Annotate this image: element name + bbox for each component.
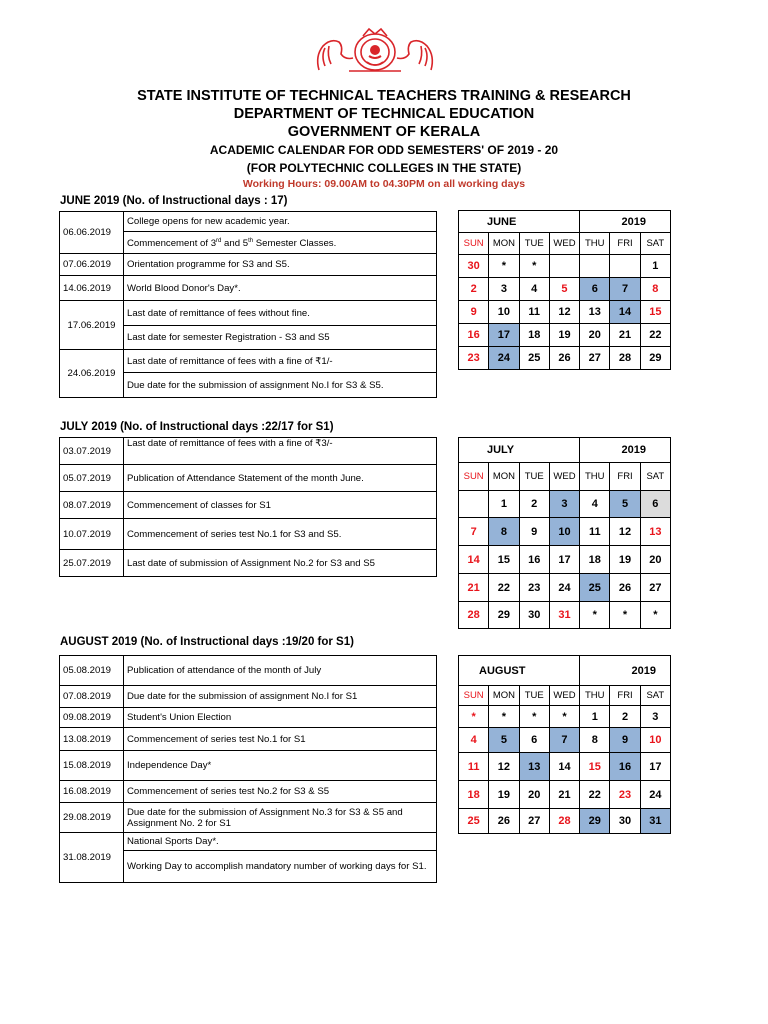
date-cell: 13: [519, 753, 549, 781]
event-date: 14.06.2019: [60, 276, 124, 301]
event-date: 13.08.2019: [60, 728, 124, 751]
weekday-row: [459, 463, 671, 491]
day-name: SAT: [640, 233, 670, 255]
date-cell: 2: [519, 491, 549, 518]
event-date: 10.07.2019: [60, 519, 124, 550]
date-cell: 20: [640, 546, 670, 574]
date-cell: 9: [610, 728, 640, 753]
august-heading: AUGUST 2019 (No. of Instructional days :19/20 for S1): [60, 636, 354, 648]
calendar-year: 2019: [580, 211, 671, 233]
date-cell: 28: [549, 809, 579, 834]
date-cell: 30: [610, 809, 640, 834]
date-cell: 27: [640, 574, 670, 602]
calendar-title: ACADEMIC CALENDAR FOR ODD SEMESTERS' OF 2019 - 20: [209, 143, 559, 157]
table-row: [60, 708, 437, 728]
table-row: [60, 465, 437, 492]
kerala-emblem: [309, 26, 441, 76]
date-cell: 5: [549, 278, 579, 301]
date-cell: 31: [640, 809, 670, 834]
table-row: [60, 686, 437, 708]
date-cell: 30: [519, 602, 549, 629]
table-row: [60, 301, 437, 326]
day-name: SAT: [640, 686, 670, 706]
date-cell: 28: [610, 347, 640, 370]
date-cell: 26: [610, 574, 640, 602]
calendar-header-row: [459, 656, 671, 686]
date-cell: 24: [640, 781, 670, 809]
event-text: Commencement of series test No.1 for S1: [124, 728, 437, 751]
event-text: Student's Union Election: [124, 708, 437, 728]
department-title: DEPARTMENT OF TECHNICAL EDUCATION: [233, 106, 535, 122]
day-name: SUN: [459, 233, 489, 255]
date-cell: 27: [580, 347, 610, 370]
event-text: Publication of Attendance Statement of the month June.: [124, 465, 437, 492]
date-cell: *: [580, 602, 610, 629]
date-cell: 13: [580, 301, 610, 324]
week-row: [459, 278, 671, 301]
date-cell: 27: [519, 809, 549, 834]
week-row: [459, 546, 671, 574]
date-cell: 29: [580, 809, 610, 834]
event-text: Last date for semester Registration - S3 and S5: [124, 326, 437, 350]
date-cell: 15: [489, 546, 519, 574]
institute-title: STATE INSTITUTE OF TECHNICAL TEACHERS TRAINING & RESEARCH: [137, 88, 631, 104]
table-row: [60, 781, 437, 803]
event-text: Last date of remittance of fees with a fine of ₹3/-: [124, 438, 437, 465]
week-row: [459, 301, 671, 324]
date-cell: 25: [580, 574, 610, 602]
date-cell: 24: [549, 574, 579, 602]
date-cell: 13: [640, 518, 670, 546]
date-cell: 23: [459, 347, 489, 370]
date-cell: 6: [519, 728, 549, 753]
day-name: WED: [549, 463, 579, 491]
date-cell: [549, 255, 579, 278]
day-name: TUE: [519, 463, 549, 491]
date-cell: 17: [549, 546, 579, 574]
date-cell: 5: [610, 491, 640, 518]
event-text: Publication of attendance of the month of July: [124, 656, 437, 686]
event-date: 03.07.2019: [60, 438, 124, 465]
date-cell: 18: [519, 324, 549, 347]
date-cell: 25: [519, 347, 549, 370]
date-cell: 4: [459, 728, 489, 753]
calendar-subtitle: (FOR POLYTECHNIC COLLEGES IN THE STATE): [246, 161, 522, 175]
event-date: 17.06.2019: [60, 301, 124, 350]
government-title: GOVERNMENT OF KERALA: [287, 124, 481, 140]
date-cell: 3: [549, 491, 579, 518]
date-cell: 1: [640, 255, 670, 278]
event-text: Due date for the submission of assignment No.I for S1: [124, 686, 437, 708]
week-row: [459, 602, 671, 629]
date-cell: 4: [580, 491, 610, 518]
table-row: [60, 254, 437, 276]
date-cell: 19: [549, 324, 579, 347]
date-cell: 8: [640, 278, 670, 301]
date-cell: 9: [519, 518, 549, 546]
date-cell: 20: [580, 324, 610, 347]
july-heading: JULY 2019 (No. of Instructional days :22/17 for S1): [60, 421, 334, 433]
event-text: Commencement of series test No.2 for S3 & S5: [124, 781, 437, 803]
calendar-header-row: [459, 438, 671, 463]
calendar-month: JULY: [459, 438, 580, 463]
date-cell: 19: [610, 546, 640, 574]
calendar-month: AUGUST: [459, 656, 580, 686]
date-cell: 3: [640, 706, 670, 728]
event-date: 07.08.2019: [60, 686, 124, 708]
day-name: FRI: [610, 233, 640, 255]
date-cell: 19: [489, 781, 519, 809]
date-cell: 15: [580, 753, 610, 781]
date-cell: *: [459, 706, 489, 728]
date-cell: 2: [459, 278, 489, 301]
table-row: [60, 350, 437, 373]
date-cell: 22: [640, 324, 670, 347]
date-cell: *: [519, 706, 549, 728]
date-cell: 10: [549, 518, 579, 546]
date-cell: 17: [489, 324, 519, 347]
calendar-year: 2019: [580, 438, 671, 463]
date-cell: 14: [610, 301, 640, 324]
table-row: [60, 492, 437, 519]
date-cell: 11: [580, 518, 610, 546]
date-cell: 26: [549, 347, 579, 370]
date-cell: 16: [610, 753, 640, 781]
table-row: [60, 728, 437, 751]
table-row: [60, 833, 437, 851]
day-name: MON: [489, 233, 519, 255]
date-cell: 9: [459, 301, 489, 324]
event-date: 31.08.2019: [60, 833, 124, 883]
event-date: 25.07.2019: [60, 550, 124, 577]
week-row: [459, 347, 671, 370]
table-row: [60, 438, 437, 465]
date-cell: 25: [459, 809, 489, 834]
date-cell: 14: [549, 753, 579, 781]
event-text: College opens for new academic year.: [124, 212, 437, 232]
date-cell: [459, 491, 489, 518]
event-date: 15.08.2019: [60, 751, 124, 781]
date-cell: 21: [610, 324, 640, 347]
date-cell: 21: [459, 574, 489, 602]
table-row: [60, 656, 437, 686]
event-text: Last date of remittance of fees with a fine of ₹1/-: [124, 350, 437, 373]
week-row: [459, 809, 671, 834]
date-cell: 26: [489, 809, 519, 834]
date-cell: 12: [489, 753, 519, 781]
date-cell: 4: [519, 278, 549, 301]
day-name: MON: [489, 463, 519, 491]
event-date: 08.07.2019: [60, 492, 124, 519]
date-cell: *: [610, 602, 640, 629]
day-name: TUE: [519, 686, 549, 706]
date-cell: 12: [610, 518, 640, 546]
event-text: Due date for the submission of Assignment No.3 for S3 & S5 and Assignment No. 2 for S1: [124, 803, 437, 833]
event-text: Commencement of series test No.1 for S3 and S5.: [124, 519, 437, 550]
event-text: Independence Day*: [124, 751, 437, 781]
date-cell: 1: [580, 706, 610, 728]
table-row: [60, 276, 437, 301]
week-row: [459, 574, 671, 602]
date-cell: 28: [459, 602, 489, 629]
date-cell: 24: [489, 347, 519, 370]
date-cell: 10: [489, 301, 519, 324]
event-date: 29.08.2019: [60, 803, 124, 833]
date-cell: [610, 255, 640, 278]
date-cell: 11: [519, 301, 549, 324]
date-cell: 23: [519, 574, 549, 602]
august-events-table: [59, 655, 437, 883]
date-cell: 3: [489, 278, 519, 301]
date-cell: [580, 255, 610, 278]
date-cell: 6: [580, 278, 610, 301]
date-cell: 31: [549, 602, 579, 629]
june-heading: JUNE 2019 (No. of Instructional days : 17): [60, 195, 288, 207]
week-row: [459, 728, 671, 753]
event-text: National Sports Day*.: [124, 833, 437, 851]
date-cell: 16: [519, 546, 549, 574]
date-cell: 21: [549, 781, 579, 809]
event-date: 05.07.2019: [60, 465, 124, 492]
date-cell: 16: [459, 324, 489, 347]
weekday-row: [459, 233, 671, 255]
date-cell: 11: [459, 753, 489, 781]
august-calendar: [458, 655, 671, 834]
calendar-header-row: [459, 211, 671, 233]
date-cell: 7: [549, 728, 579, 753]
date-cell: 29: [489, 602, 519, 629]
working-hours: Working Hours: 09.00AM to 04.30PM on all working days: [242, 178, 526, 190]
weekday-row: [459, 686, 671, 706]
event-text: World Blood Donor's Day*.: [124, 276, 437, 301]
table-row: [60, 803, 437, 833]
day-name: FRI: [610, 463, 640, 491]
date-cell: 14: [459, 546, 489, 574]
day-name: WED: [549, 686, 579, 706]
table-row: [60, 751, 437, 781]
day-name: THU: [580, 463, 610, 491]
event-text: Orientation programme for S3 and S5.: [124, 254, 437, 276]
week-row: [459, 324, 671, 347]
date-cell: *: [489, 255, 519, 278]
event-text: Due date for the submission of assignment No.I for S3 & S5.: [124, 373, 437, 398]
week-row: [459, 781, 671, 809]
event-date: 09.08.2019: [60, 708, 124, 728]
day-name: SUN: [459, 686, 489, 706]
week-row: [459, 706, 671, 728]
date-cell: 6: [640, 491, 670, 518]
date-cell: *: [640, 602, 670, 629]
date-cell: 1: [489, 491, 519, 518]
table-row: [60, 212, 437, 232]
event-text: Commencement of classes for S1: [124, 492, 437, 519]
calendar-year: 2019: [580, 656, 671, 686]
event-date: 16.08.2019: [60, 781, 124, 803]
july-calendar: [458, 437, 671, 629]
date-cell: 18: [580, 546, 610, 574]
week-row: [459, 255, 671, 278]
calendar-month: JUNE: [459, 211, 580, 233]
event-text: Last date of submission of Assignment No.2 for S3 and S5: [124, 550, 437, 577]
day-name: SAT: [640, 463, 670, 491]
date-cell: *: [519, 255, 549, 278]
table-row: [60, 519, 437, 550]
day-name: MON: [489, 686, 519, 706]
week-row: [459, 753, 671, 781]
date-cell: 10: [640, 728, 670, 753]
day-name: FRI: [610, 686, 640, 706]
date-cell: 22: [489, 574, 519, 602]
date-cell: 8: [580, 728, 610, 753]
day-name: SUN: [459, 463, 489, 491]
date-cell: 7: [459, 518, 489, 546]
week-row: [459, 518, 671, 546]
date-cell: 18: [459, 781, 489, 809]
table-row: [60, 550, 437, 577]
event-text: Working Day to accomplish mandatory number of working days for S1.: [124, 851, 437, 883]
event-text: Last date of remittance of fees without fine.: [124, 301, 437, 326]
event-text: Commencement of 3rd and 5th Semester Classes.: [124, 232, 437, 254]
date-cell: 22: [580, 781, 610, 809]
july-events-table: [59, 437, 437, 577]
date-cell: 7: [610, 278, 640, 301]
day-name: WED: [549, 233, 579, 255]
date-cell: 5: [489, 728, 519, 753]
event-date: 07.06.2019: [60, 254, 124, 276]
date-cell: 20: [519, 781, 549, 809]
date-cell: 23: [610, 781, 640, 809]
date-cell: 8: [489, 518, 519, 546]
date-cell: 15: [640, 301, 670, 324]
date-cell: *: [489, 706, 519, 728]
date-cell: 30: [459, 255, 489, 278]
date-cell: 29: [640, 347, 670, 370]
week-row: [459, 491, 671, 518]
june-events-table: [59, 211, 437, 398]
day-name: THU: [580, 686, 610, 706]
june-calendar: [458, 210, 671, 370]
date-cell: 17: [640, 753, 670, 781]
day-name: TUE: [519, 233, 549, 255]
date-cell: *: [549, 706, 579, 728]
event-date: 06.06.2019: [60, 212, 124, 254]
event-date: 05.08.2019: [60, 656, 124, 686]
date-cell: 2: [610, 706, 640, 728]
event-date: 24.06.2019: [60, 350, 124, 398]
date-cell: 12: [549, 301, 579, 324]
day-name: THU: [580, 233, 610, 255]
